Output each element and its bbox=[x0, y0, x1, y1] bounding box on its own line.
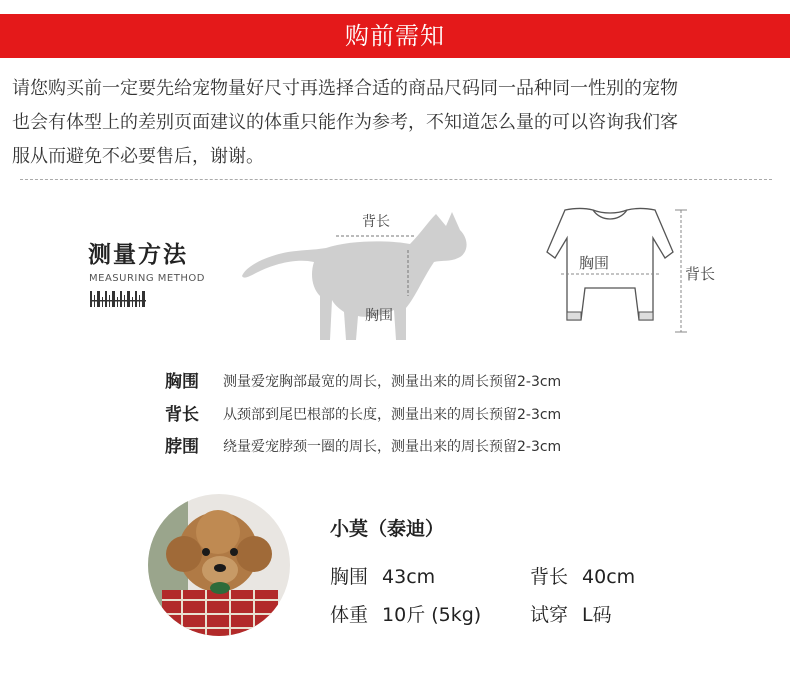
model-dog-photo bbox=[148, 494, 290, 636]
model-pet-name: 小莫（泰迪） bbox=[330, 518, 445, 540]
definition-term: 胸围 bbox=[165, 372, 199, 392]
model-trial-size bbox=[530, 600, 612, 627]
stat-value: 10斤 (5kg) bbox=[382, 604, 482, 626]
method-title: 测量方法 bbox=[88, 242, 188, 268]
purchase-notice bbox=[12, 72, 782, 174]
stat-value: 43cm bbox=[382, 566, 436, 588]
model-weight bbox=[330, 600, 481, 627]
cat-chest-label: 胸围 bbox=[365, 308, 393, 324]
garment-back-label: 背长 bbox=[685, 265, 716, 283]
stat-label: 胸围 bbox=[330, 566, 369, 588]
dashed-divider bbox=[20, 179, 772, 180]
stat-label: 背长 bbox=[530, 566, 569, 588]
definition-term: 脖围 bbox=[165, 437, 199, 457]
definition-text: 从颈部到尾巴根部的长度，测量出来的周长预留2-3cm bbox=[223, 407, 562, 423]
barcode-decoration bbox=[90, 291, 146, 307]
model-chest bbox=[330, 562, 435, 589]
method-subtitle: MEASURING METHOD bbox=[89, 273, 205, 284]
stat-value: 40cm bbox=[582, 566, 636, 588]
notice-line: 也会有体型上的差别页面建议的体重只能作为参考，不知道怎么量的可以咨询我们客 bbox=[12, 112, 678, 133]
definition-text: 绕量爱宠脖颈一圈的周长，测量出来的周长预留2-3cm bbox=[223, 439, 562, 455]
cat-back-label: 背长 bbox=[362, 214, 390, 230]
banner-title: 购前需知 bbox=[345, 22, 445, 50]
stat-label: 体重 bbox=[330, 604, 369, 626]
garment-measure-diagram bbox=[515, 196, 735, 346]
notice-line: 服从而避免不必要售后，谢谢。 bbox=[12, 146, 264, 167]
notice-banner bbox=[0, 14, 790, 58]
cat-measure-diagram bbox=[238, 200, 478, 350]
poodle-photo-icon bbox=[148, 494, 290, 636]
cat-silhouette-icon bbox=[238, 200, 478, 350]
model-back-length bbox=[530, 562, 635, 589]
stat-value: L码 bbox=[582, 604, 612, 626]
definition-term: 背长 bbox=[165, 405, 199, 425]
garment-chest-label: 胸围 bbox=[579, 254, 610, 272]
notice-line: 请您购买前一定要先给宠物量好尺寸再选择合适的商品尺码同一品种同一性别的宠物 bbox=[12, 78, 678, 99]
definition-text: 测量爱宠胸部最宽的周长，测量出来的周长预留2-3cm bbox=[223, 374, 562, 390]
stat-label: 试穿 bbox=[530, 604, 569, 626]
